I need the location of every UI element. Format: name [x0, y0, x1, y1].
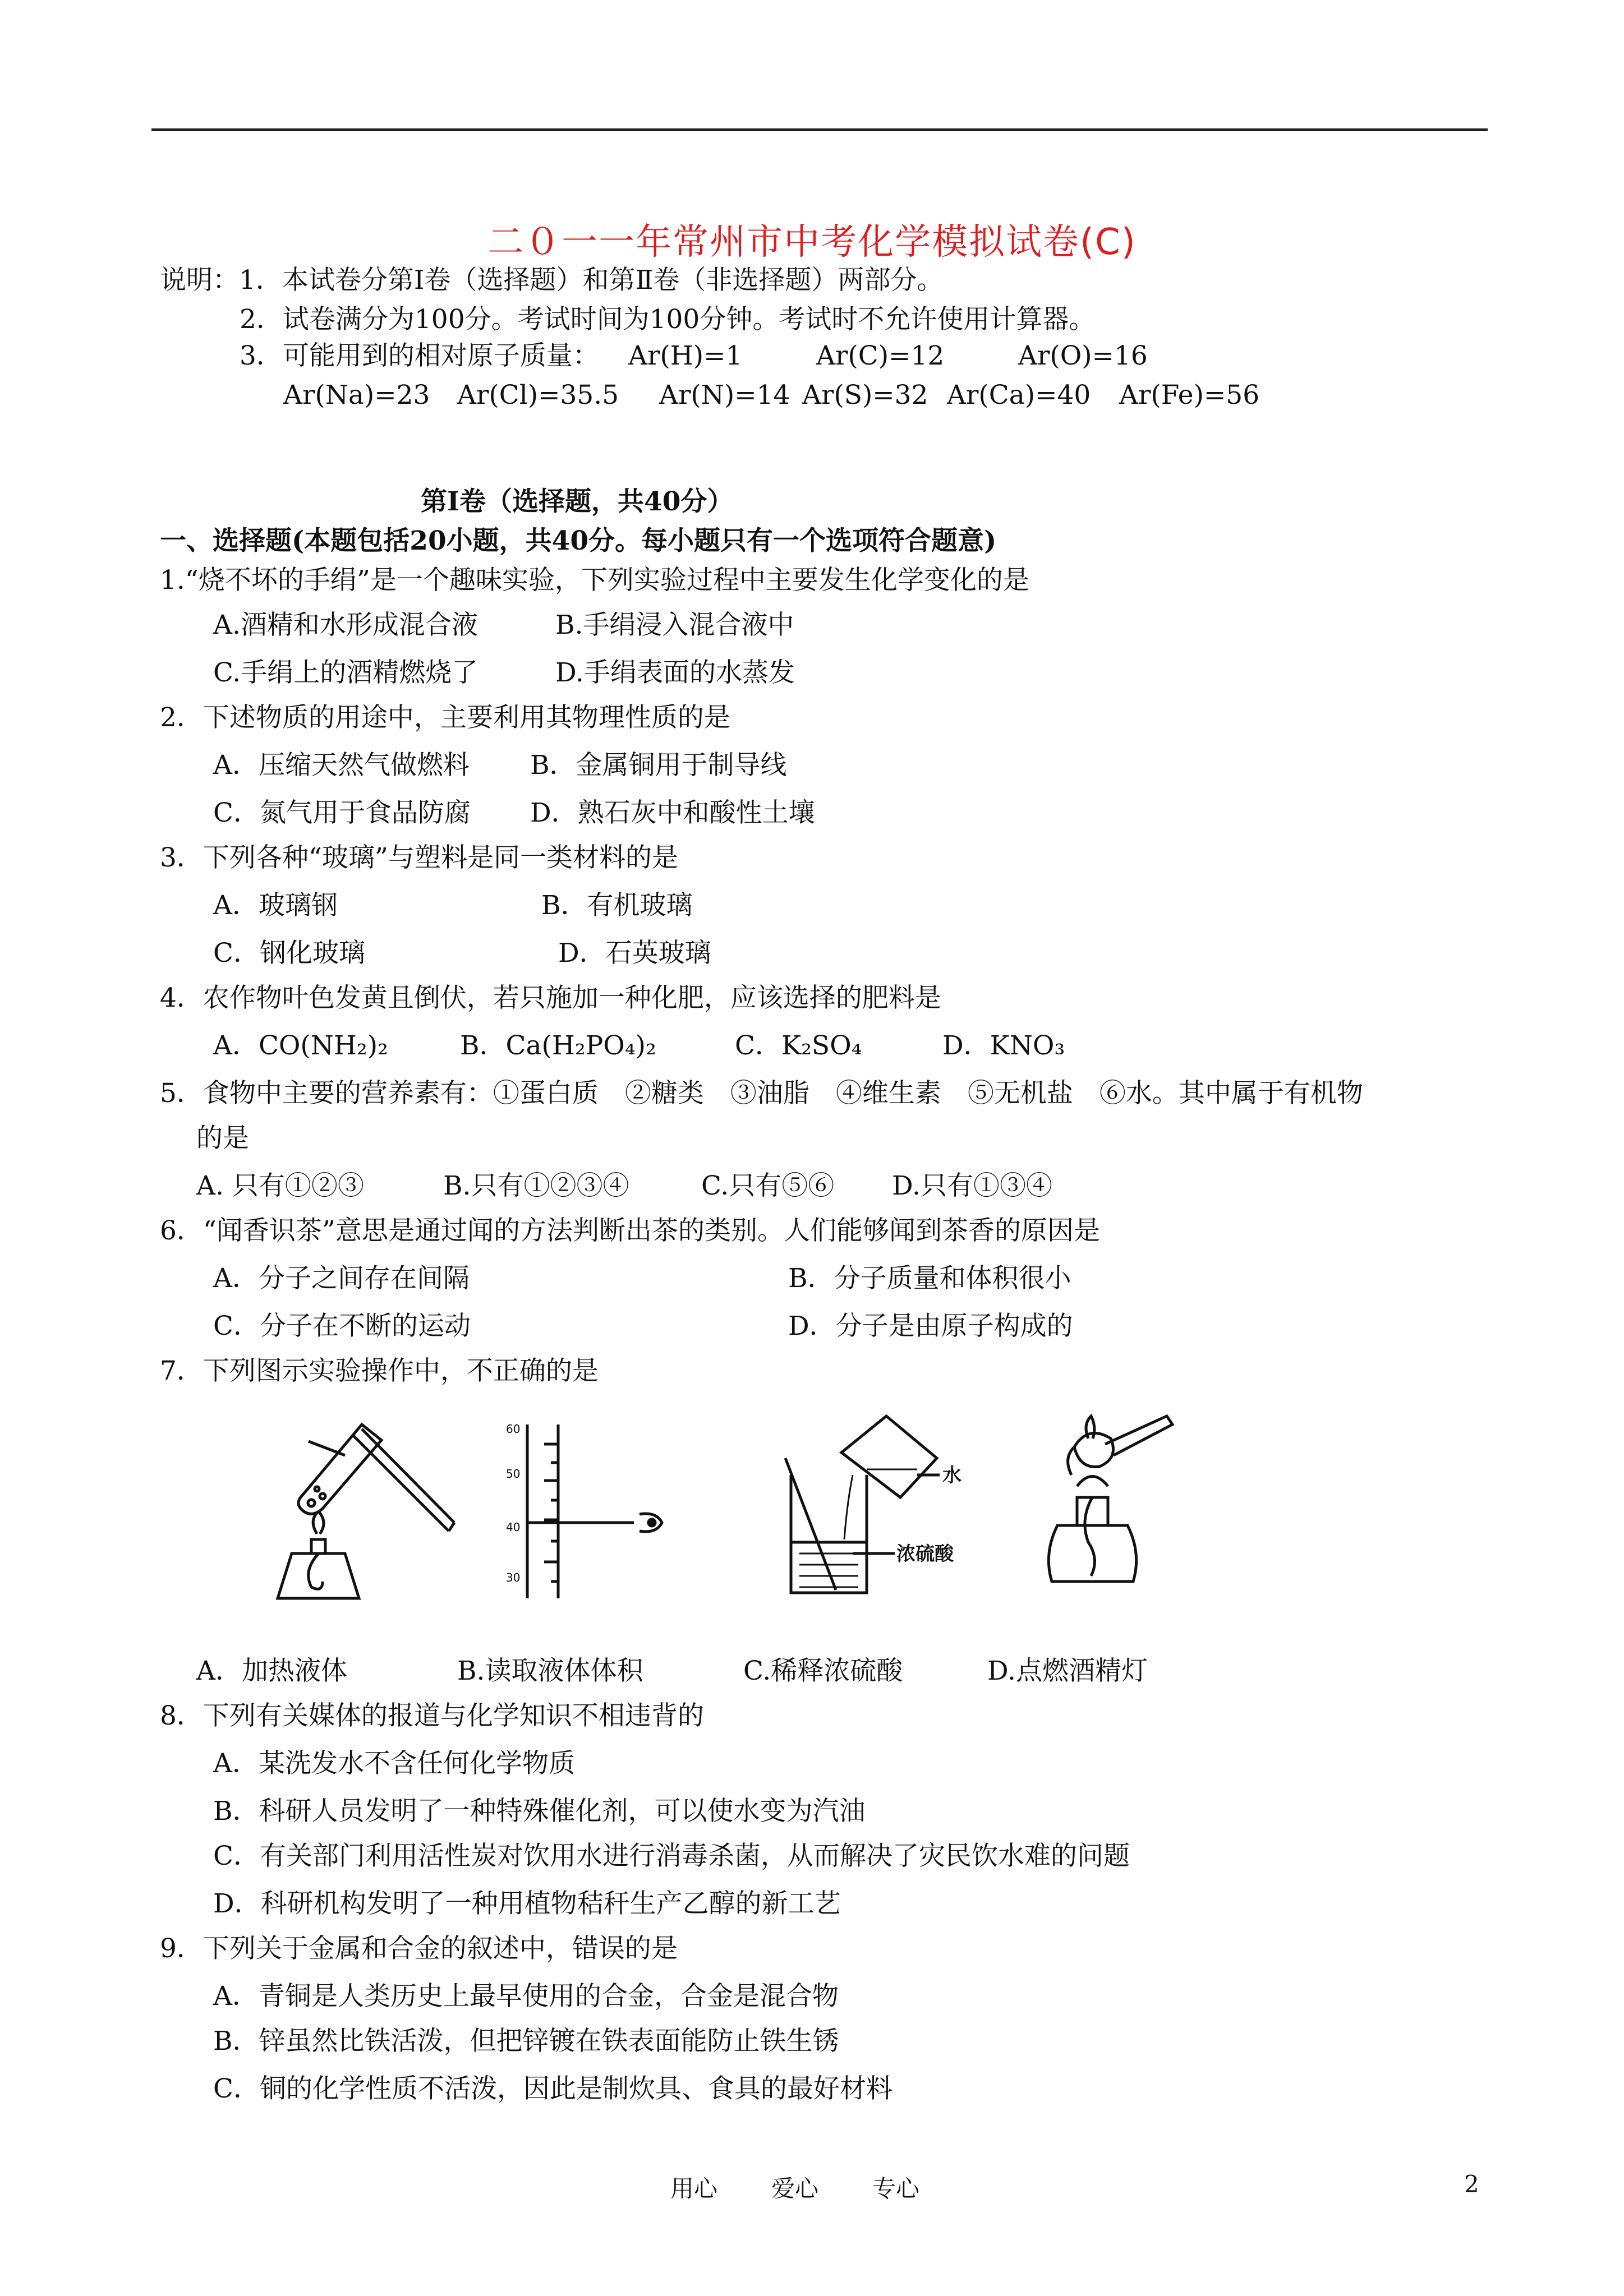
footer-mid: 爱心	[771, 2175, 819, 2202]
q9-option-b: B．锌虽然比铁活泼，但把锌镀在铁表面能防止铁生锈	[213, 2026, 839, 2057]
label-water: 水	[942, 1464, 961, 1487]
q1-stem: 1.“烧不坏的手绢”是一个趣味实验，下列实验过程中主要发生化学变化的是	[160, 565, 1029, 596]
mass-s: Ar(S)=32	[802, 380, 928, 411]
q7-stem: 7．下列图示实验操作中，不正确的是	[160, 1356, 599, 1386]
q8-option-b: B．科研人员发明了一种特殊催化剂，可以使水变为汽油	[213, 1796, 866, 1827]
part1-title: 第Ⅰ卷（选择题，共40分）	[421, 486, 734, 517]
mass-fe: Ar(Fe)=56	[1119, 380, 1260, 411]
mass-c: Ar(C)=12	[816, 340, 945, 371]
exam-title: 二０一一年常州市中考化学模拟试卷(C)	[487, 222, 1137, 263]
q4-option-d: D．KNO₃	[942, 1030, 1065, 1061]
q6-stem: 6．“闻香识茶”意思是通过闻的方法判断出茶的类别。人们能够闻到茶香的原因是	[160, 1215, 1100, 1246]
q4-option-b: B．Ca(H₂PO₄)₂	[460, 1030, 656, 1061]
note-2: 2．试卷满分为100分。考试时间为100分钟。考试时不允许使用计算器。	[240, 304, 1096, 335]
q3-option-a: A．玻璃钢	[213, 890, 338, 921]
q4-option-a: A．CO(NH₂)₂	[213, 1030, 388, 1061]
q3-option-c: C．钢化玻璃	[213, 938, 365, 969]
page-number: 2	[1464, 2170, 1479, 2198]
q2-option-c: C．氮气用于食品防腐	[213, 797, 471, 828]
header-rule	[151, 128, 1488, 131]
footer-left: 用心	[670, 2175, 718, 2202]
figure-lighting-lamp	[1021, 1413, 1200, 1604]
mass-na: Ar(Na)=23	[283, 380, 430, 411]
q7-option-d: D.点燃酒精灯	[987, 1656, 1148, 1686]
q8-option-c: C．有关部门利用活性炭对饮用水进行消毒杀菌，从而解决了灾民饮水难的问题	[213, 1841, 1130, 1871]
q5-option-a: A. 只有①②③	[196, 1170, 364, 1201]
tick-40: 40	[506, 1520, 521, 1534]
q6-option-b: B．分子质量和体积很小	[788, 1263, 1071, 1294]
section1-title: 一、选择题(本题包括20小题，共40分。每小题只有一个选项符合题意)	[160, 525, 997, 556]
figure-reading-volume	[505, 1413, 707, 1604]
q1-option-a: A.酒精和水形成混合液	[213, 610, 478, 640]
footer-right: 专心	[872, 2175, 920, 2202]
q5-option-c: C.只有⑤⑥	[701, 1170, 835, 1201]
q5-option-b: B.只有①②③④	[443, 1170, 629, 1201]
mass-h: Ar(H)=1	[628, 340, 743, 371]
q6-option-a: A．分子之间存在间隔	[213, 1263, 470, 1294]
figure-heating-liquid	[269, 1413, 460, 1604]
q8-option-d: D．科研机构发明了一种用植物秸秆生产乙醇的新工艺	[213, 1888, 841, 1919]
tick-30: 30	[506, 1571, 521, 1584]
q2-stem: 2．下述物质的用途中，主要利用其物理性质的是	[160, 702, 730, 733]
q6-option-c: C．分子在不断的运动	[213, 1311, 471, 1341]
q1-option-b: B.手绢浸入混合液中	[555, 610, 794, 640]
q7-option-c: C.稀释浓硫酸	[743, 1656, 903, 1686]
label-conc-acid: 浓硫酸	[896, 1543, 954, 1565]
note-3: 3．可能用到的相对原子质量：	[240, 340, 599, 371]
mass-o: Ar(O)=16	[1018, 340, 1148, 371]
q8-stem: 8．下列有关媒体的报道与化学知识不相违背的	[160, 1700, 704, 1731]
q2-option-a: A．压缩天然气做燃料	[213, 750, 470, 781]
q2-option-d: D．熟石灰中和酸性土壤	[530, 797, 815, 828]
q4-option-c: C．K₂SO₄	[735, 1030, 862, 1061]
q2-option-b: B．金属铜用于制导线	[530, 750, 787, 781]
q4-stem: 4．农作物叶色发黄且倒伏，若只施加一种化肥，应该选择的肥料是	[160, 983, 941, 1013]
mass-cl: Ar(Cl)=35.5	[457, 380, 619, 411]
figure-diluting-acid	[769, 1413, 1004, 1604]
q1-option-c: C.手绢上的酒精燃烧了	[213, 657, 479, 688]
q7-option-b: B.读取液体体积	[457, 1656, 643, 1686]
tick-60: 60	[506, 1422, 521, 1436]
mass-n: Ar(N)=14	[659, 380, 790, 411]
mass-ca: Ar(Ca)=40	[947, 380, 1091, 411]
tick-50: 50	[506, 1467, 521, 1481]
q3-option-b: B．有机玻璃	[541, 890, 693, 921]
q7-option-a: A．加热液体	[196, 1656, 347, 1686]
q1-option-d: D.手绢表面的水蒸发	[555, 657, 795, 688]
q6-option-d: D．分子是由原子构成的	[788, 1311, 1073, 1341]
q5-option-d: D.只有①③④	[892, 1170, 1052, 1201]
q3-option-d: D．石英玻璃	[558, 938, 711, 969]
q9-option-a: A．青铜是人类历史上最早使用的合金，合金是混合物	[213, 1981, 839, 2012]
q8-option-a: A．某洗发水不含任何化学物质	[213, 1748, 575, 1779]
q3-stem: 3．下列各种“玻璃”与塑料是同一类材料的是	[160, 842, 678, 873]
q5-stem-cont: 的是	[196, 1123, 249, 1154]
note-1: 说明：1．本试卷分第Ⅰ卷（选择题）和第Ⅱ卷（非选择题）两部分。	[160, 265, 944, 296]
q5-stem: 5．食物中主要的营养素有：①蛋白质 ②糖类 ③油脂 ④维生素 ⑤无机盐 ⑥水。其中属于有机物	[160, 1078, 1363, 1109]
q9-stem: 9．下列关于金属和合金的叙述中，错误的是	[160, 1933, 678, 1964]
q9-option-c: C．铜的化学性质不活泼，因此是制炊具、食具的最好材料	[213, 2073, 892, 2104]
